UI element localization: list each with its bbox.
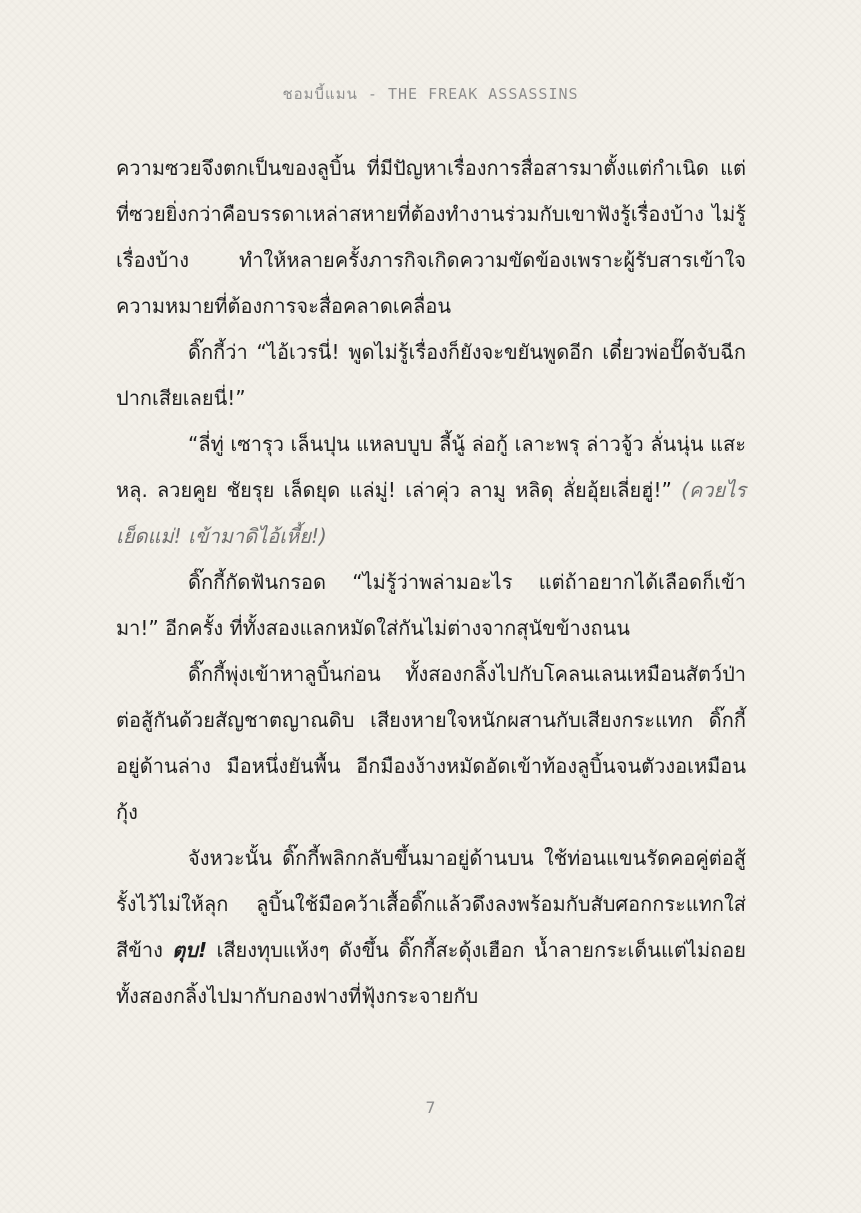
- running-header: ชอมบี้แมน - THE FREAK ASSASSINS: [282, 85, 579, 103]
- paragraph-2: ดิ๊กกี้ว่า “ไอ้เวรนี่! พูดไม่รู้เรื่องก็ยังจะขยันพูดอีก เดี๋ยวพ่อปั๊ดจับฉีกปากเสียเลยนี่!”: [116, 340, 746, 410]
- paragraph-1: ความซวยจึงตกเป็นของลูบิ้น ที่มีปัญหาเรื่องการสื่อสารมาตั้งแต่กำเนิด แต่ที่ซวยยิ่งกว่าคือบรรดาเหล่าสหายที่ต้องทำงานร่วมกับเขาฟังรู้เรื่องบ้าง ไม่รู้เรื่องบ้าง ทำให้หลายครั้งภารกิจเกิดความขัดข้องเพราะผู้รับสารเข้าใจความหมายที่ต้องการจะสื่อคลาดเคลื่อน: [116, 156, 746, 318]
- paragraph-6: [116, 835, 746, 1019]
- paragraph-3-translation: (ควยไรเย็ดแม่! เข้ามาดิไอ้เหี้ย!): [116, 478, 746, 548]
- paragraph-5: ดิ๊กกี้พุ่งเข้าหาลูบิ้นก่อน ทั้งสองกลิ้งไปกับโคลนเลนเหมือนสัตว์ป่าต่อสู้กันด้วยสัญชาตญาณดิบ เสียงหายใจหนักผสานกับเสียงกระแทก ดิ๊กกี้อยู่ด้านล่าง มือหนึ่งยันพื้น อีกมืองง้างหมัดอัดเข้าท้องลูบิ้นจนตัวงอเหมือนกุ้ง: [116, 662, 746, 824]
- paragraph-3: [116, 421, 746, 559]
- page-number: 7: [425, 1098, 436, 1117]
- paragraph-3-dialogue: “ลี่ทู่ เซารุว เล็นปุน แหลบบูบ ลี้นู้ ล่อกู้ เลาะพรุ ล่าวจู้ว ลั่นนุ่น แสะหลุ. ลวยคูย ชัยรุย เล็ดยุด แล่มู่! เล่าคุ่ว ลามู หลิดุ ลั่ยอุ้ยเลี่ยฮู่!”: [116, 432, 747, 502]
- paragraph-4: ดิ๊กกี้กัดฟันกรอด “ไม่รู้ว่าพล่ามอะไร แต่ถ้าอยากได้เลือดก็เข้ามา!” อีกครั้ง ที่ทั้งสองแลกหมัดใส่กันไม่ต่างจากสุนัขข้างถนน: [116, 570, 746, 640]
- paragraph-6-sound-effect: ตุบ!: [172, 938, 208, 962]
- paragraph-6-text-before: จังหวะนั้น ดิ๊กกี้พลิกกลับขึ้นมาอยู่ด้านบน ใช้ท่อนแขนรัดคอคู่ต่อสู้ รั้งไว้ไม่ให้ลุก ลูบิ้นใช้มือคว้าเสื้อดิ๊กแล้วดึงลงพร้อมกับสับศอกกระแทกใส่สีข้าง: [116, 846, 746, 962]
- paragraph-6-text-after: เสียงทุบแห้งๆ ดังขึ้น ดิ๊กกี้สะดุ้งเฮือก น้ำลายกระเด็นแต่ไม่ถอย ทั้งสองกลิ้งไปมากับกองฟางที่ฟุ้งกระจายกับ: [116, 938, 747, 1008]
- body-text: [116, 145, 746, 1019]
